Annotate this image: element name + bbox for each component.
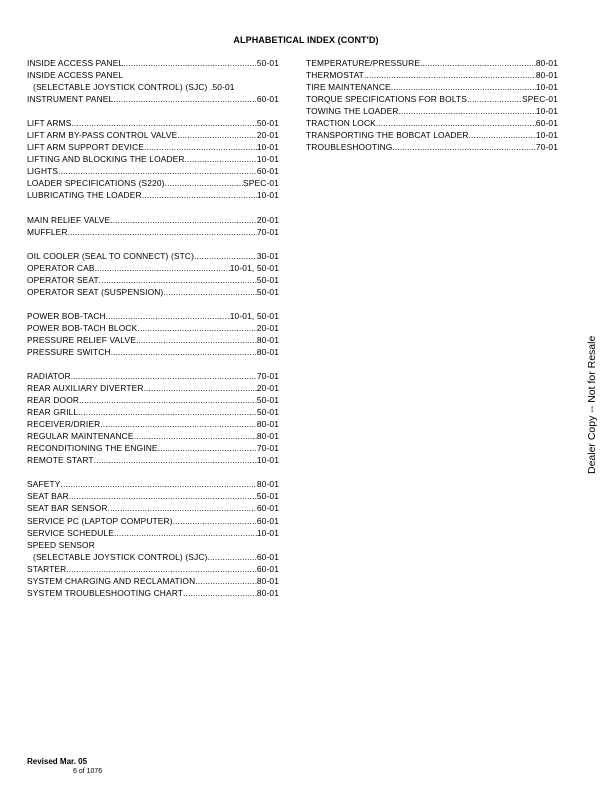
group-spacer — [27, 466, 279, 478]
entry-page: 80-01 — [256, 419, 279, 430]
entry-text: (SELECTABLE JOYSTICK CONTROL) (SJC) — [33, 551, 208, 562]
entry-page: 10-01, 50-01 — [229, 310, 279, 321]
page-number: 6 of 1076 — [73, 768, 103, 775]
entry-text: LUBRICATING THE LOADER — [27, 190, 142, 201]
group-spacer — [27, 298, 279, 310]
entry-text: LIFT ARM BY-PASS CONTROL VALVE — [27, 130, 178, 141]
entry-text: SYSTEM TROUBLESHOOTING CHART — [27, 587, 184, 598]
index-entry — [27, 226, 279, 238]
entry-text: OPERATOR SEAT — [27, 274, 99, 285]
dot-leader — [108, 502, 257, 514]
dot-leader — [391, 81, 536, 93]
dot-leader — [158, 442, 257, 454]
dot-leader — [173, 515, 257, 527]
dot-leader — [106, 310, 230, 322]
dot-leader — [95, 262, 230, 274]
entry-page: 50-01 — [256, 395, 279, 406]
entry-text: STARTER — [27, 563, 67, 574]
dot-leader — [165, 177, 243, 189]
entry-text: POWER BOB-TACH — [27, 310, 106, 321]
entry-text: REGULAR MAINTENANCE — [27, 431, 134, 442]
index-entry — [27, 454, 279, 466]
index-entry — [27, 274, 279, 286]
entry-page: 80-01 — [535, 58, 558, 68]
dot-leader — [144, 382, 257, 394]
dot-leader — [94, 454, 257, 466]
index-entry — [27, 262, 279, 274]
index-entry — [27, 189, 279, 201]
entry-page: 60-01 — [256, 94, 279, 105]
entry-text: RECONDITIONING THE ENGINE — [27, 443, 158, 454]
index-entry — [27, 515, 279, 527]
group-spacer — [27, 238, 279, 250]
entry-text: SERVICE SCHEDULE — [27, 527, 114, 538]
dot-leader — [111, 346, 257, 358]
entry-page: 10-01, 50-01 — [229, 262, 279, 273]
index-entry — [27, 129, 279, 141]
group-spacer — [27, 105, 279, 117]
entry-text: SYSTEM CHARGING AND RECLAMATION — [27, 575, 196, 586]
entry-page: 60-01 — [256, 551, 279, 562]
entry-page: 10-01 — [256, 154, 279, 165]
entry-text: SEAT BAR — [27, 491, 69, 502]
index-entry — [27, 527, 279, 539]
dot-leader — [136, 334, 257, 346]
dot-leader — [66, 563, 256, 575]
dot-leader — [60, 478, 256, 490]
dot-leader — [79, 394, 257, 406]
entry-page: 10-01 — [535, 82, 558, 93]
index-entry — [27, 394, 279, 406]
dot-leader — [134, 430, 257, 442]
entry-page: 60-01 — [256, 166, 279, 177]
index-entry — [27, 575, 279, 587]
revision-date: Revised Mar. 05 — [27, 757, 88, 766]
entry-page: 60-01 — [256, 563, 279, 574]
dot-leader — [183, 587, 257, 599]
dot-leader — [163, 286, 256, 298]
entry-page: 20-01 — [256, 322, 279, 333]
dot-leader — [364, 69, 536, 81]
index-entry — [27, 370, 279, 382]
index-entry — [27, 57, 279, 69]
entry-page: 50-01 — [212, 82, 235, 93]
entry-text: TEMPERATURE/PRESSURE — [306, 58, 421, 68]
entry-page: 10-01 — [256, 455, 279, 466]
index-entry — [27, 165, 279, 177]
entry-page: 60-01 — [535, 118, 558, 129]
dot-leader — [68, 226, 257, 238]
entry-page: 50-01 — [256, 286, 279, 297]
dealer-copy-watermark: Dealer Copy -- Not for Resale — [586, 335, 598, 474]
index-entry — [306, 117, 558, 129]
index-entry — [27, 214, 279, 226]
entry-page: 80-01 — [256, 346, 279, 357]
index-entry — [27, 93, 279, 105]
group-spacer — [27, 202, 279, 214]
entry-text: LIGHTS — [27, 166, 59, 177]
dot-leader — [58, 165, 257, 177]
entry-page: 10-01 — [256, 527, 279, 538]
entry-page: 50-01 — [256, 58, 279, 68]
entry-page: 20-01 — [256, 130, 279, 141]
entry-page: 50-01 — [256, 274, 279, 285]
entry-page: 70-01 — [535, 142, 558, 153]
entry-page: 70-01 — [256, 443, 279, 454]
entry-text: INSTRUMENT PANEL — [27, 94, 114, 105]
dot-leader — [71, 117, 256, 129]
entry-page: 50-01 — [256, 491, 279, 502]
entry-page: 80-01 — [256, 587, 279, 598]
entry-text: LIFT ARMS — [27, 118, 72, 129]
group-spacer — [27, 358, 279, 370]
dot-leader — [195, 575, 257, 587]
dot-leader — [469, 129, 536, 141]
entry-page: 20-01 — [256, 214, 279, 225]
entry-text: PRESSURE SWITCH — [27, 346, 111, 357]
dot-leader — [123, 57, 257, 69]
index-entry — [306, 57, 558, 69]
entry-text: RADIATOR — [27, 370, 71, 381]
index-entry — [27, 286, 279, 298]
index-entry — [306, 81, 558, 93]
entry-page: 60-01 — [256, 515, 279, 526]
entry-text: OIL COOLER (SEAL TO CONNECT) (STC) — [27, 250, 195, 261]
entry-text: MUFFLER — [27, 226, 68, 237]
dot-leader — [376, 117, 536, 129]
index-entry — [27, 502, 279, 514]
entry-text: OPERATOR SEAT (SUSPENSION) — [27, 286, 164, 297]
dot-leader — [114, 527, 257, 539]
dot-leader — [69, 490, 257, 502]
entry-text: SAFETY — [27, 479, 61, 490]
entry-text: TOWING THE LOADER — [306, 106, 399, 117]
entry-page: 10-01 — [256, 142, 279, 153]
dot-leader — [99, 274, 257, 286]
entry-text: PRESSURE RELIEF VALVE — [27, 334, 136, 345]
entry-page: 80-01 — [256, 479, 279, 490]
index-entry — [27, 322, 279, 334]
entry-text: RECEIVER/DRIER — [27, 419, 101, 430]
entry-text: INSIDE ACCESS PANEL — [27, 70, 124, 81]
entry-page: 20-01 — [256, 383, 279, 394]
entry-page: 30-01 — [256, 250, 279, 261]
entry-page: SPEC-01 — [243, 178, 279, 189]
dot-leader — [420, 57, 536, 69]
dot-leader — [177, 129, 257, 141]
entry-page: 70-01 — [256, 370, 279, 381]
index-entry — [27, 490, 279, 502]
index-entry — [27, 539, 279, 551]
entry-text: TROUBLESHOOTING — [306, 142, 393, 153]
entry-text: SEAT BAR SENSOR — [27, 503, 108, 514]
dot-leader — [207, 551, 256, 563]
index-entry — [27, 442, 279, 454]
entry-text: SERVICE PC (LAPTOP COMPUTER) — [27, 515, 173, 526]
entry-page: 50-01 — [256, 118, 279, 129]
index-entry — [27, 177, 279, 189]
dot-leader — [392, 141, 535, 153]
index-entry — [27, 153, 279, 165]
entry-page: 50-01 — [256, 407, 279, 418]
dot-leader — [78, 406, 257, 418]
index-entry — [27, 430, 279, 442]
entry-page: 80-01 — [256, 575, 279, 586]
entry-text: LIFTING AND BLOCKING THE LOADER — [27, 154, 185, 165]
dot-leader — [467, 93, 522, 105]
dot-leader — [71, 370, 257, 382]
dot-leader — [144, 141, 257, 153]
entry-text: REAR AUXILIARY DIVERTER — [27, 383, 144, 394]
index-column-left — [27, 57, 279, 599]
index-entry — [27, 563, 279, 575]
index-entry — [306, 69, 558, 81]
index-entry — [27, 382, 279, 394]
dot-leader — [100, 418, 257, 430]
entry-page: SPEC-01 — [522, 94, 558, 105]
entry-text: REMOTE START — [27, 455, 94, 466]
index-entry — [27, 141, 279, 153]
entry-text: MAIN RELIEF VALVE — [27, 214, 111, 225]
entry-page: 10-01 — [535, 130, 558, 141]
entry-text: SPEED SENSOR — [27, 539, 95, 550]
entry-text: LIFT ARM SUPPORT DEVICE — [27, 142, 145, 153]
index-column-right — [306, 57, 558, 153]
entry-page: 80-01 — [256, 431, 279, 442]
dot-leader — [142, 189, 257, 201]
index-entry — [27, 346, 279, 358]
dot-leader — [113, 93, 257, 105]
index-entry — [27, 551, 279, 563]
dot-leader — [194, 250, 257, 262]
dot-leader — [110, 214, 257, 226]
dot-leader — [185, 153, 257, 165]
index-entry — [306, 141, 558, 153]
index-entry — [27, 418, 279, 430]
entry-text: INSIDE ACCESS PANEL — [27, 58, 124, 68]
index-entry — [27, 334, 279, 346]
index-entry — [27, 310, 279, 322]
index-entry — [27, 406, 279, 418]
page-title: ALPHABETICAL INDEX (CONT'D) — [233, 35, 379, 45]
entry-text: REAR GRILL — [27, 407, 79, 418]
index-entry — [306, 129, 558, 141]
entry-text: REAR DOOR — [27, 395, 80, 406]
entry-text: THERMOSTAT — [306, 70, 364, 81]
dot-leader — [399, 105, 536, 117]
dot-leader — [137, 322, 256, 334]
index-entry — [27, 69, 279, 81]
index-entry — [306, 105, 558, 117]
entry-page: 80-01 — [535, 70, 558, 81]
entry-text: TRANSPORTING THE BOBCAT LOADER — [306, 130, 469, 141]
index-entry — [27, 250, 279, 262]
index-entry — [27, 117, 279, 129]
entry-text: TIRE MAINTENANCE — [306, 82, 391, 93]
index-entry — [27, 81, 279, 93]
entry-text: (SELECTABLE JOYSTICK CONTROL) (SJC) . — [33, 82, 213, 93]
entry-page: 10-01 — [535, 106, 558, 117]
index-entry — [306, 93, 558, 105]
entry-text: OPERATOR CAB — [27, 262, 95, 273]
entry-page: 80-01 — [256, 334, 279, 345]
entry-text: POWER BOB-TACH BLOCK — [27, 322, 138, 333]
entry-text: TORQUE SPECIFICATIONS FOR BOLTS — [306, 94, 467, 105]
entry-text: TRACTION LOCK — [306, 118, 376, 129]
entry-page: 70-01 — [256, 226, 279, 237]
entry-text: LOADER SPECIFICATIONS (S220) — [27, 178, 165, 189]
index-entry — [27, 587, 279, 599]
entry-page: 10-01 — [256, 190, 279, 201]
index-entry — [27, 478, 279, 490]
entry-page: 60-01 — [256, 503, 279, 514]
